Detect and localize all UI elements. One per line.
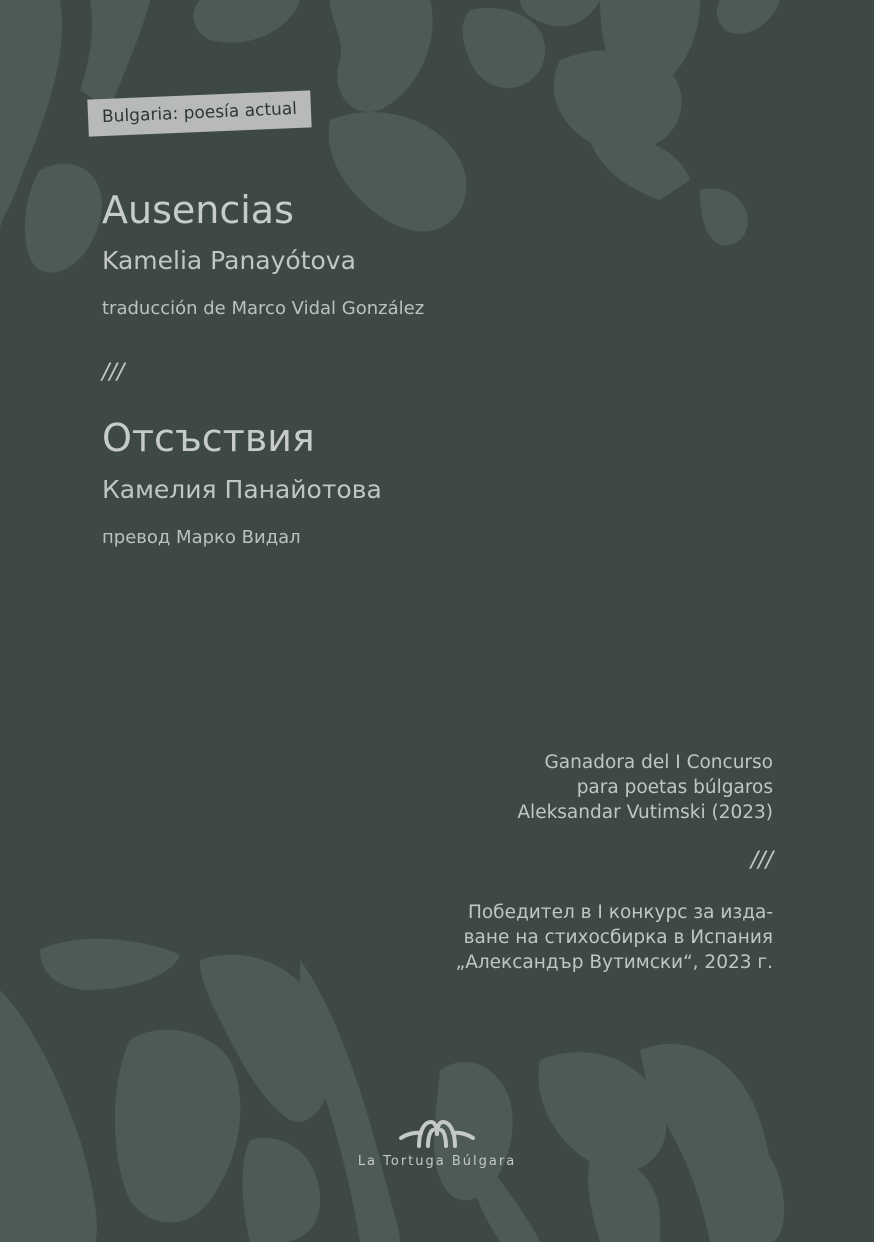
translator-bulgarian: превод Марко Видал <box>102 527 301 548</box>
tortoise-arch-icon <box>397 1116 477 1150</box>
award-spanish-line: para poetas búlgaros <box>576 777 773 798</box>
award-bulgarian-line: ване на стихосбирка в Испания <box>463 927 773 948</box>
spanish-author-block <box>102 246 356 275</box>
author-spanish: Kamelia Panayótova <box>102 246 356 275</box>
separator-right-block <box>751 848 773 873</box>
award-spanish <box>517 750 773 825</box>
award-spanish-line: Ganadora del I Concurso <box>544 752 773 773</box>
series-label: Bulgaria: poesía actual <box>87 90 311 136</box>
award-bulgarian-line: „Александър Вутимски“, 2023 г. <box>455 952 773 973</box>
author-bulgarian: Камелия Панайотова <box>102 475 382 504</box>
separator-left-block <box>102 360 124 385</box>
publisher-logo <box>0 1116 874 1169</box>
publisher-name: La Tortuga Búlgara <box>357 1154 517 1169</box>
separator-right: /// <box>750 848 773 873</box>
spanish-translator-block <box>102 298 424 319</box>
separator-left: /// <box>102 360 125 385</box>
title-bulgarian: Отсъствия <box>102 416 315 460</box>
title-spanish: Ausencias <box>102 188 294 232</box>
translator-spanish: traducción de Marco Vidal González <box>102 298 425 319</box>
award-spanish-line: Aleksandar Vutimski (2023) <box>517 802 773 823</box>
bulgarian-title-block <box>102 418 315 460</box>
award-bulgarian-line: Победител в I конкурс за изда- <box>467 902 773 923</box>
award-bulgarian <box>456 900 773 975</box>
bulgarian-translator-block <box>102 527 301 548</box>
spanish-title-block <box>102 190 294 232</box>
bulgarian-author-block <box>102 475 382 504</box>
